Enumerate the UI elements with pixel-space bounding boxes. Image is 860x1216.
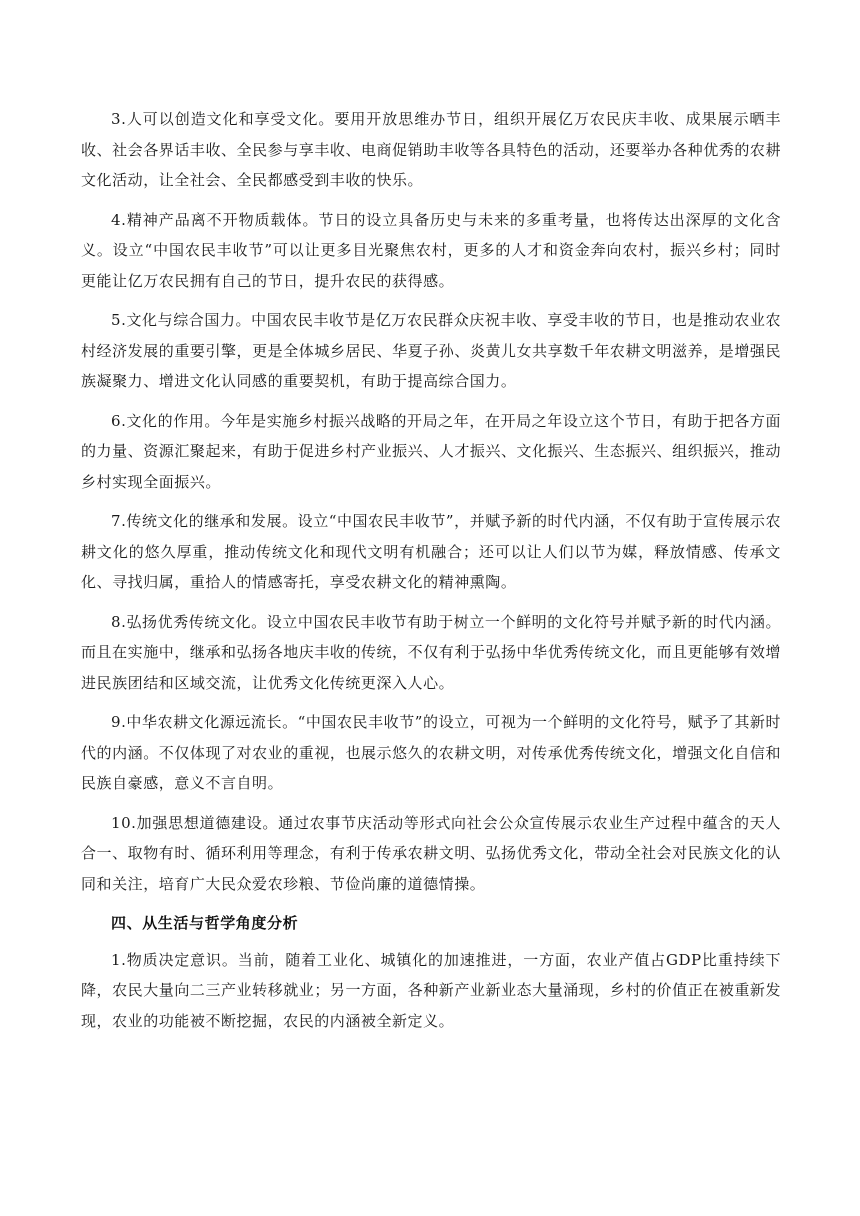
paragraph-item-6: 6.文化的作用。今年是实施乡村振兴战略的开局之年，在开局之年设立这个节日，有助于把各方面的力量、资源汇聚起来，有助于促进乡村产业振兴、人才振兴、文化振兴、生态振兴、组织振兴，推动乡村实现全面振兴。: [81, 411, 781, 491]
section-heading: 四、从生活与哲学角度分析: [111, 914, 299, 932]
paragraph-item-9: 9.中华农耕文化源远流长。“中国农民丰收节”的设立，可视为一个鲜明的文化符号，赋予了其新时代的内涵。不仅体现了对农业的重视，也展示悠久的农耕文明，对传承优秀传统文化，增强文化自信和民族自豪感，意义不言自明。: [81, 713, 781, 792]
paragraph-item-3: 3.人可以创造文化和享受文化。要用开放思维办节日，组织开展亿万农民庆丰收、成果展示晒丰收、社会各界话丰收、全民参与享丰收、电商促销助丰收等各具特色的活动，还要举办各种优秀的农耕文化活动，让全社会、全民都感受到丰收的快乐。: [81, 110, 781, 189]
document-body: [81, 104, 781, 1045]
paragraph-item-5: 5.文化与综合国力。中国农民丰收节是亿万农民群众庆祝丰收、享受丰收的节日，也是推动农业农村经济发展的重要引擎，更是全体城乡居民、华夏子孙、炎黄儿女共享数千年农耕文明滋养，是增强民族凝聚力、增进文化认同感的重要契机，有助于提高综合国力。: [81, 311, 781, 390]
paragraph-item-7: 7.传统文化的继承和发展。设立“中国农民丰收节”，并赋予新的时代内涵，不仅有助于宣传展示农耕文化的悠久厚重，推动传统文化和现代文明有机融合；还可以让人们以节为媒，释放情感、传承文化、寻找归属，重拾人的情感寄托，享受农耕文化的精神熏陶。: [81, 512, 781, 591]
paragraph-item-10: 10.加强思想道德建设。通过农事节庆活动等形式向社会公众宣传展示农业生产过程中蕴含的天人合一、取物有时、循环利用等理念，有利于传承农耕文明、弘扬优秀文化，带动全社会对民族文化的认同和关注，培育广大民众爱农珍粮、节俭尚廉的道德情操。: [81, 813, 781, 893]
paragraph-item-4: 4.精神产品离不开物质载体。节日的设立具备历史与未来的多重考量，也将传达出深厚的文化含义。设立“中国农民丰收节”可以让更多目光聚焦农村，更多的人才和资金奔向农村，振兴乡村；同时更能让亿万农民拥有自己的节日，提升农民的获得感。: [81, 210, 781, 290]
paragraph-item-8: 8.弘扬优秀传统文化。设立中国农民丰收节有助于树立一个鲜明的文化符号并赋予新的时代内涵。而且在实施中，继承和弘扬各地庆丰收的传统，不仅有利于弘扬中华优秀传统文化，而且更能够有效增进民族团结和区域交流，让优秀文化传统更深入人心。: [81, 612, 781, 692]
paragraph-item-final: 1.物质决定意识。当前，随着工业化、城镇化的加速推进，一方面，农业产值占GDP比重持续下降，农民大量向二三产业转移就业；另一方面，各种新产业新业态大量涌现，乡村的价值正在被重新发现，农业的功能被不断挖掘，农民的内涵被全新定义。: [81, 950, 781, 1030]
